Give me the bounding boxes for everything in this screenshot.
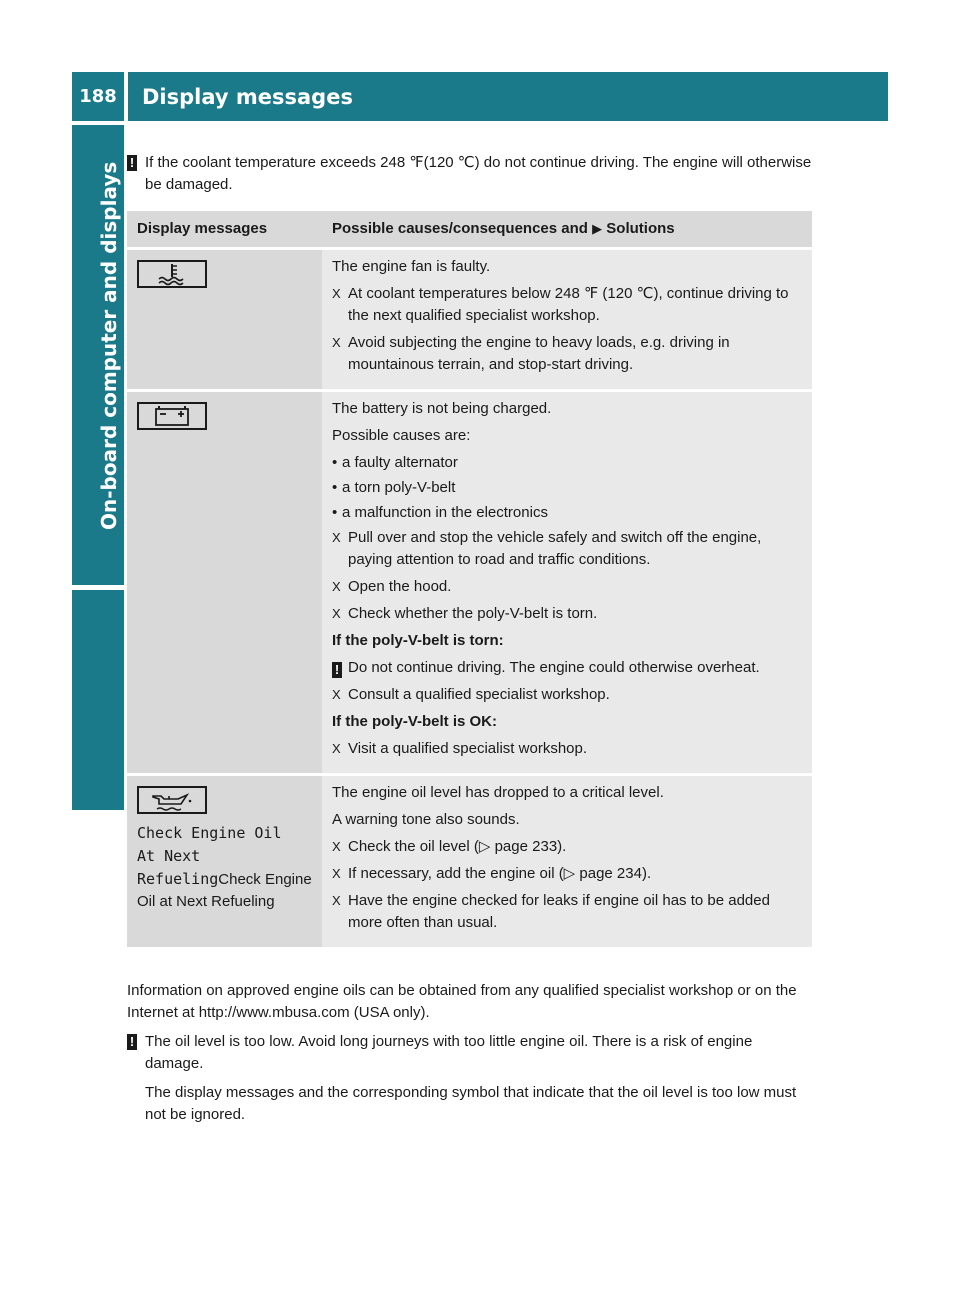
oil-can-icon: [137, 786, 207, 814]
instruction-step: [332, 863, 802, 885]
instruction-step: [332, 576, 802, 598]
oil-info-text: Information on approved engine oils can be obtained from any qualified specialist workshop or on the Internet at http://www.mbusa.com (USA only).: [127, 982, 797, 1021]
table-row: [127, 776, 812, 950]
step-arrow-icon: X: [332, 687, 341, 702]
display-messages-table: [127, 211, 812, 950]
step-arrow-icon: X: [332, 530, 341, 545]
display-message-mono-line: Refueling: [137, 870, 219, 888]
intro-warning-text: If the coolant temperature exceeds 248 ℉(120 ℃) do not continue driving. The engine will otherwise be damaged.: [145, 154, 812, 193]
table-header-solutions-text: Solutions: [606, 220, 675, 237]
intro-warning: [127, 152, 812, 196]
bullet-item: [332, 502, 802, 524]
step-arrow-icon: X: [332, 579, 341, 594]
display-message-cell: [127, 250, 322, 392]
instruction-step: [332, 684, 802, 706]
instruction-step: [332, 332, 802, 376]
display-message-text: [137, 822, 312, 913]
bullet-item: [332, 477, 802, 499]
instruction-step: [332, 283, 802, 327]
oil-warning-text-2: The display messages and the corresponding symbol that indicate that the oil level is too low must not be ignored.: [145, 1084, 797, 1123]
causes-solutions-cell: [322, 776, 812, 950]
inline-warning: [332, 657, 802, 679]
bullet-icon: •: [332, 504, 338, 521]
line-text: Have the engine checked for leaks if engine oil has to be added more often than usual.: [348, 892, 770, 931]
bullet-icon: •: [332, 479, 338, 496]
line-text: a torn poly-V-belt: [342, 479, 456, 496]
coolant-icon: [137, 260, 207, 288]
line-text: Open the hood.: [348, 578, 452, 595]
battery-icon: [137, 402, 207, 430]
line-text: Consult a qualified specialist workshop.: [348, 686, 610, 703]
oil-warning: [127, 1031, 812, 1126]
side-tab-lower: [72, 590, 124, 810]
condition-heading: [332, 630, 802, 652]
line-text: Check the oil level (▷ page 233).: [348, 838, 567, 855]
line-text: Visit a qualified specialist workshop.: [348, 740, 588, 757]
warning-mark-icon: !: [127, 155, 137, 171]
causes-solutions-cell: [322, 392, 812, 776]
table-row: [127, 392, 812, 776]
display-message-plain: Check Engine Oil at Next Refueling: [137, 871, 312, 910]
line-text: The engine fan is faulty.: [332, 258, 491, 275]
causes-solutions-cell: [322, 250, 812, 392]
display-message-mono-line: Check Engine Oil: [137, 824, 282, 842]
line-text: Avoid subjecting the engine to heavy loads, e.g. driving in mountainous terrain, and stop-start driving.: [348, 334, 730, 373]
oil-warning-text-1: The oil level is too low. Avoid long journeys with too little engine oil. There is a risk of engine damage.: [145, 1033, 753, 1072]
line-text: If the poly-V-belt is OK:: [332, 713, 498, 730]
step-arrow-icon: X: [332, 866, 341, 881]
display-message-cell: [127, 392, 322, 776]
step-arrow-icon: X: [332, 839, 341, 854]
line-text: If necessary, add the engine oil (▷ page 234).: [348, 865, 652, 882]
line-text: Check whether the poly-V-belt is torn.: [348, 605, 598, 622]
side-tab-label: On-board computer and displays: [97, 161, 121, 530]
table-header-display-messages: Display messages: [127, 211, 322, 250]
warning-mark-icon: !: [332, 662, 342, 678]
instruction-step: [332, 890, 802, 934]
table-header-causes: [322, 211, 812, 250]
instruction-step: [332, 738, 802, 760]
main-content: [127, 152, 812, 1133]
description-text: [332, 425, 802, 447]
step-arrow-icon: X: [332, 286, 341, 301]
display-message-cell: [127, 776, 322, 950]
description-text: [332, 398, 802, 420]
warning-mark-icon: !: [127, 1034, 137, 1050]
step-arrow-icon: X: [332, 335, 341, 350]
bullet-icon: •: [332, 454, 338, 471]
line-text: At coolant temperatures below 248 ℉ (120 ℃), continue driving to the next qualified specialist workshop.: [348, 285, 789, 324]
step-arrow-icon: X: [332, 893, 341, 908]
display-message-mono-line: At Next: [137, 847, 201, 865]
step-arrow-icon: X: [332, 606, 341, 621]
page-number: 188: [72, 72, 124, 121]
description-text: [332, 809, 802, 831]
line-text: If the poly-V-belt is torn:: [332, 632, 504, 649]
condition-heading: [332, 711, 802, 733]
arrow-right-icon: ▶: [592, 221, 603, 236]
table-row: [127, 250, 812, 392]
line-text: Possible causes are:: [332, 427, 471, 444]
instruction-step: [332, 603, 802, 625]
instruction-step: [332, 836, 802, 858]
bullet-item: [332, 452, 802, 474]
line-text: Pull over and stop the vehicle safely and switch off the engine, paying attention to road and traffic conditions.: [348, 529, 762, 568]
line-text: The engine oil level has dropped to a critical level.: [332, 784, 664, 801]
line-text: The battery is not being charged.: [332, 400, 552, 417]
table-header-row: [127, 211, 812, 250]
after-table-notes: [127, 980, 812, 1126]
instruction-step: [332, 527, 802, 571]
description-text: [332, 256, 802, 278]
line-text: A warning tone also sounds.: [332, 811, 520, 828]
description-text: [332, 782, 802, 804]
table-header-causes-text: Possible causes/consequences and: [332, 220, 588, 237]
step-arrow-icon: X: [332, 741, 341, 756]
line-text: Do not continue driving. The engine could otherwise overheat.: [348, 659, 760, 676]
line-text: a malfunction in the electronics: [342, 504, 548, 521]
line-text: a faulty alternator: [342, 454, 458, 471]
page-title: Display messages: [128, 72, 888, 121]
